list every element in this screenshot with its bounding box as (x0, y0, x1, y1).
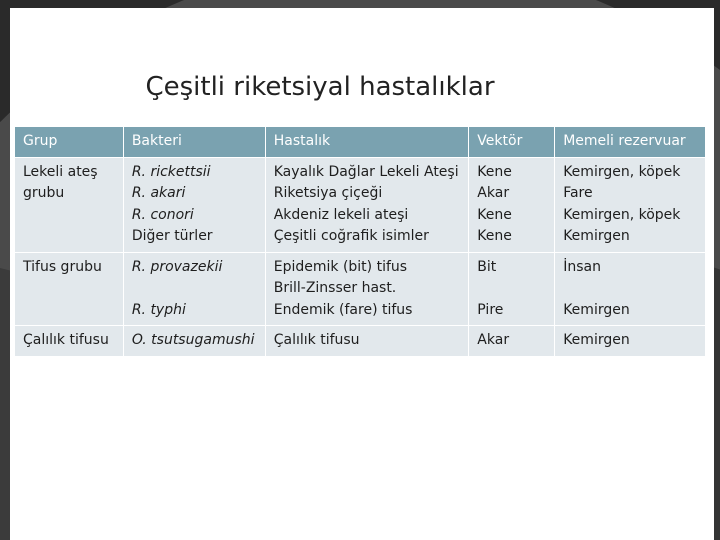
cell-vector (469, 252, 555, 326)
header-reservoir: Memeli rezervuar (555, 127, 706, 158)
bacteria-name: R. typhi (131, 301, 186, 318)
disease-name: Çalılık tifusu (273, 332, 360, 348)
reservoir-name: Kemirgen (563, 332, 630, 348)
cell-reservoir (555, 252, 706, 326)
bacteria-name: R. conori (131, 206, 194, 223)
header-bacteria: Bakteri (123, 127, 265, 158)
disease-name: Epidemik (bit) tifus (273, 258, 408, 275)
cell-disease (265, 252, 469, 326)
disease-name: Kayalık Dağlar Lekeli Ateşi (273, 163, 459, 180)
reservoir-name: İnsan (563, 258, 601, 275)
cell-group: Tifus grubu (15, 252, 124, 326)
disease-name: Akdeniz lekeli ateşi (273, 206, 409, 223)
cell-vector (469, 157, 555, 252)
bacteria-name: O. tsutsugamushi (131, 332, 255, 348)
disease-name: Brill-Zinsser hast. (273, 280, 397, 296)
vector-name: Kene (477, 228, 512, 244)
reservoir-name: Kemirgen (563, 301, 630, 318)
bacteria-name: R. provazekii (131, 258, 223, 275)
vector-name: Pire (477, 301, 504, 318)
table-row (15, 326, 706, 357)
header-disease: Hastalık (265, 127, 469, 158)
cell-bacteria (123, 326, 265, 357)
table-row (15, 157, 706, 252)
header-vector: Vektör (469, 127, 555, 158)
slide-title: Çeşitli riketsiyal hastalıklar (145, 72, 495, 102)
reservoir-name: Kemirgen, köpek (563, 163, 681, 180)
vector-name: Kene (477, 163, 512, 180)
bacteria-name: R. rickettsii (131, 163, 211, 180)
disease-name: Riketsiya çiçeği (273, 185, 383, 201)
header-group: Grup (15, 127, 124, 158)
reservoir-name: Fare (563, 185, 593, 201)
cell-group: Lekeli ateş grubu (15, 157, 124, 252)
vector-name: Kene (477, 206, 512, 223)
table-row (15, 252, 706, 326)
vector-name: Bit (477, 258, 497, 275)
disease-name: Endemik (fare) tifus (273, 301, 413, 318)
rickettsial-diseases-table (14, 126, 706, 357)
cell-disease (265, 157, 469, 252)
cell-disease (265, 326, 469, 357)
cell-bacteria (123, 157, 265, 252)
bacteria-name: R. akari (131, 185, 186, 201)
bacteria-name: Diğer türler (131, 228, 213, 244)
table-header-row (15, 127, 706, 158)
disease-name: Çeşitli coğrafik isimler (273, 228, 429, 244)
cell-reservoir (555, 157, 706, 252)
reservoir-name: Kemirgen, köpek (563, 206, 681, 223)
vector-name: Akar (477, 185, 510, 201)
cell-reservoir (555, 326, 706, 357)
reservoir-name: Kemirgen (563, 228, 630, 244)
vector-name: Akar (477, 332, 510, 348)
cell-bacteria (123, 252, 265, 326)
cell-group: Çalılık tifusu (15, 326, 124, 357)
cell-vector (469, 326, 555, 357)
